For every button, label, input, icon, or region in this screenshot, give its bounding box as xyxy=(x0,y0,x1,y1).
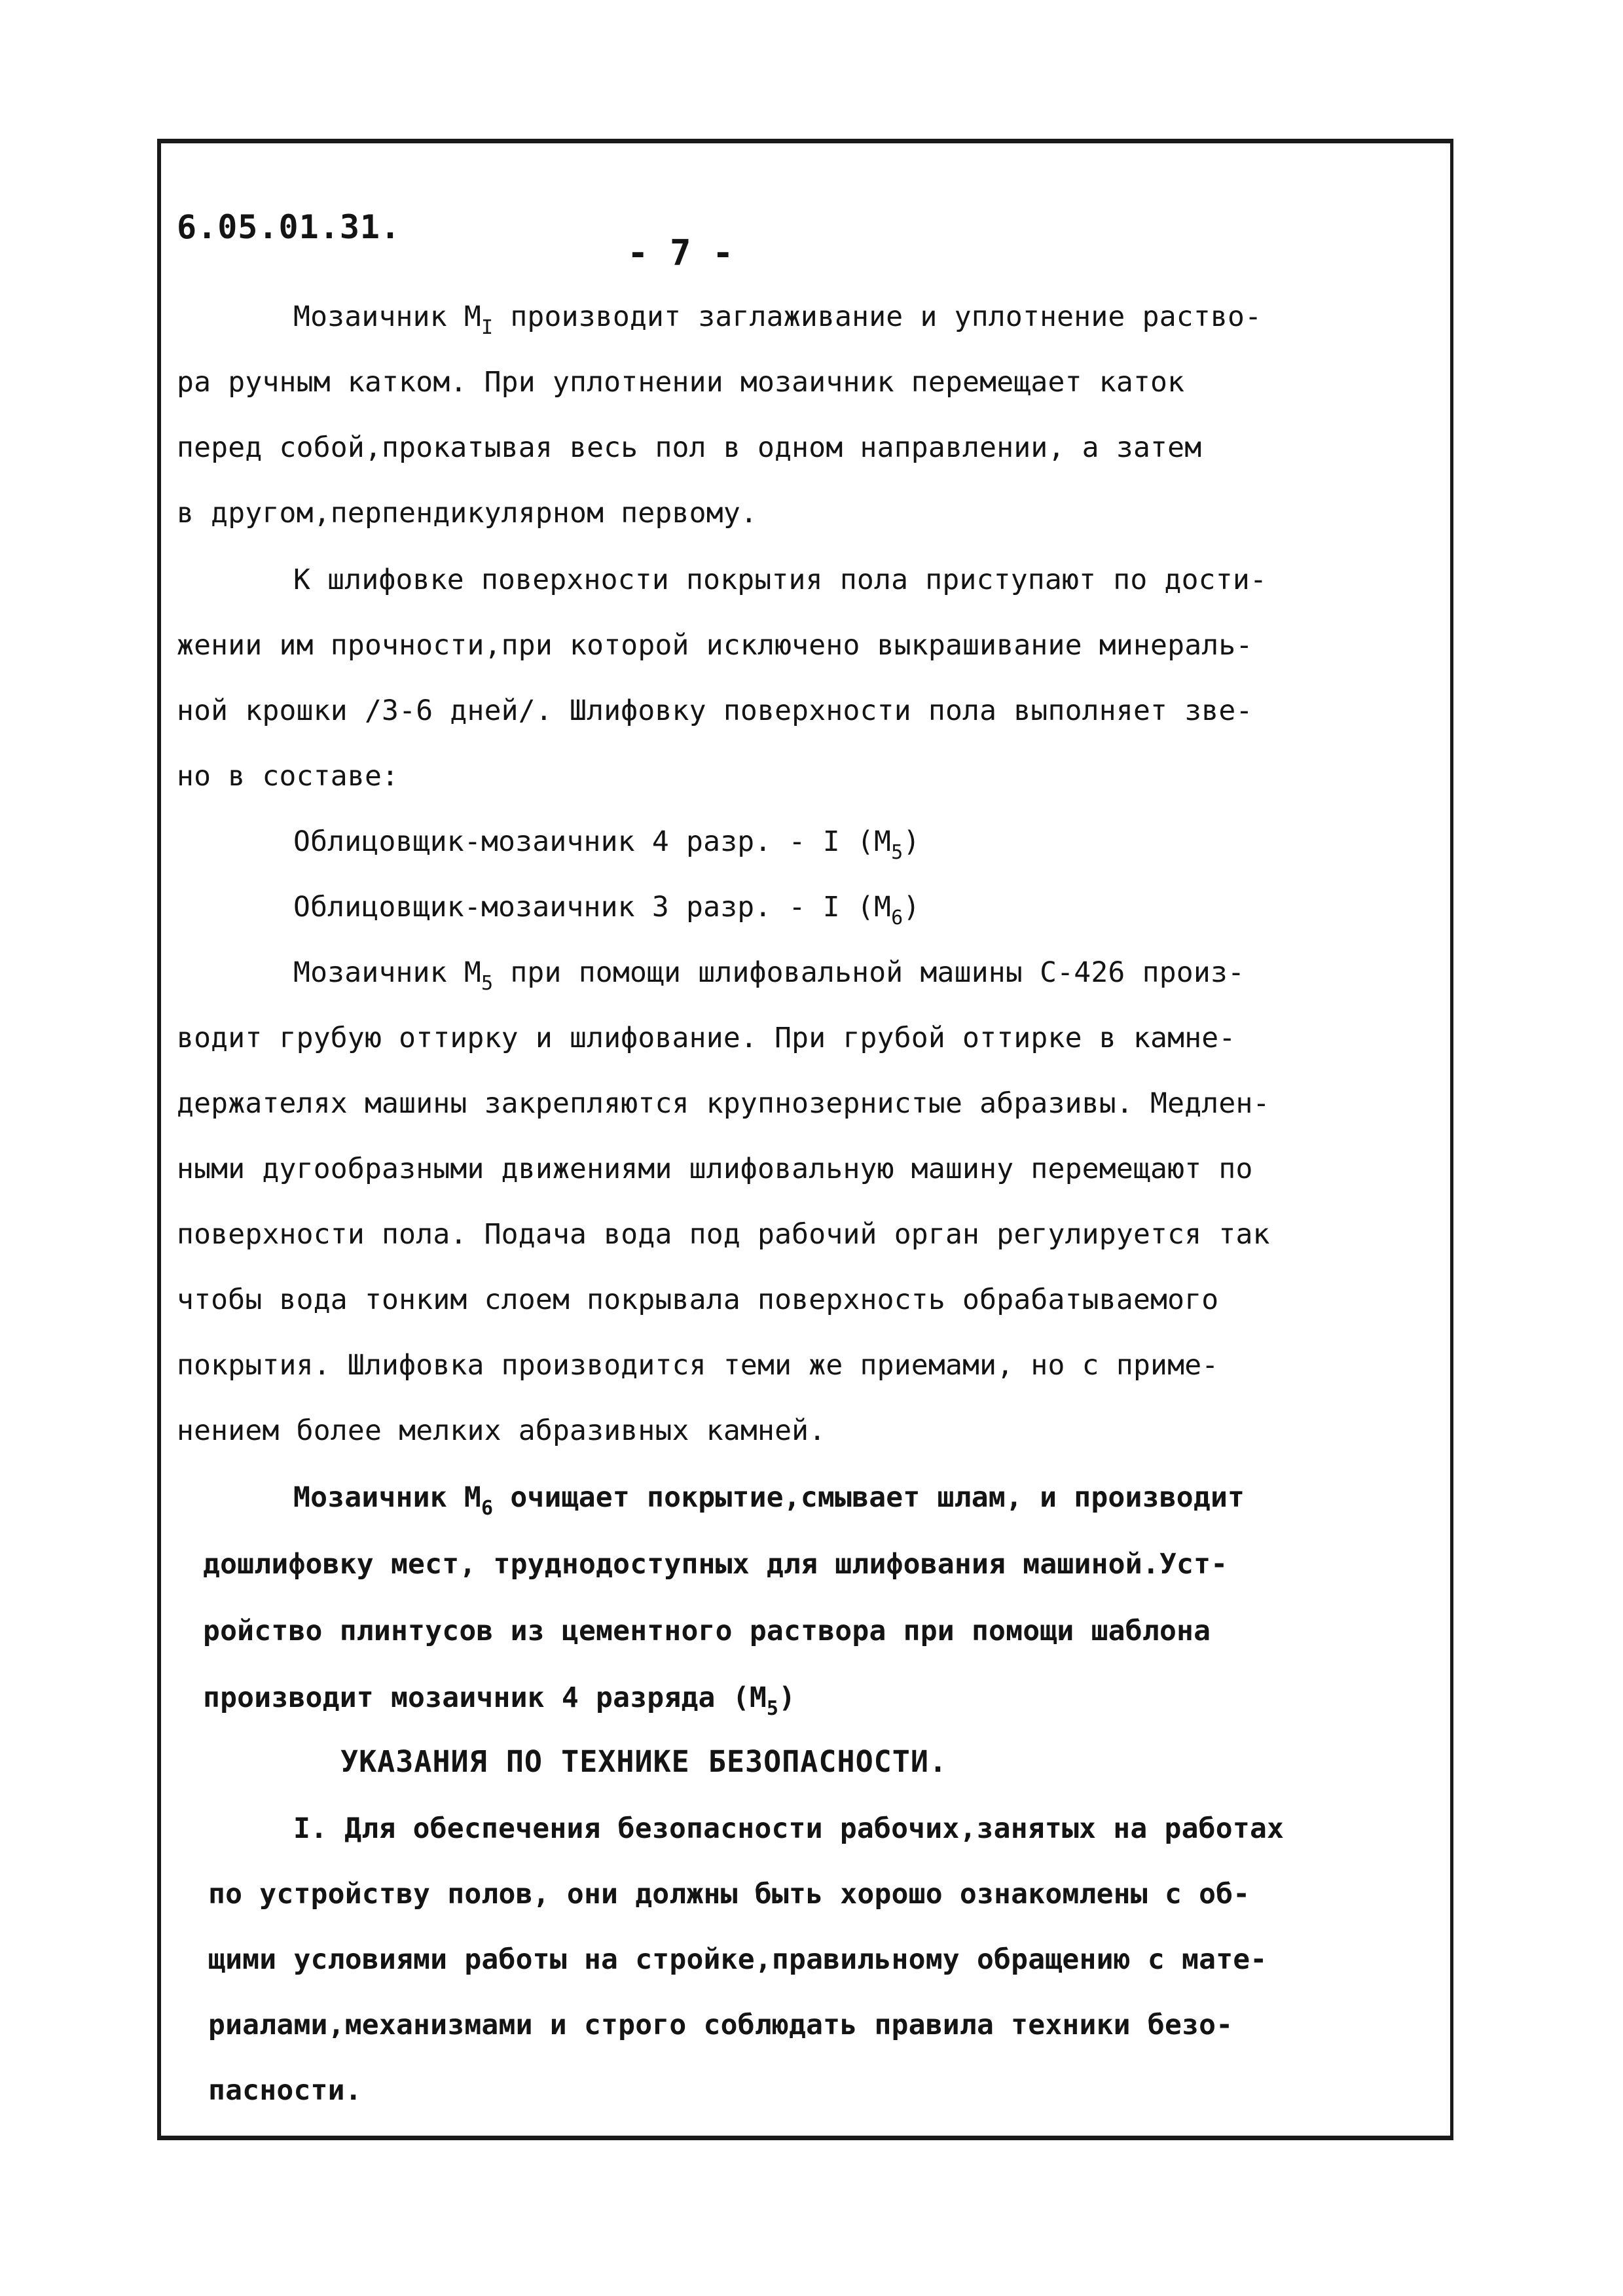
paragraph1-line2: ра ручным катком. При уплотнении мозаичник перемещает каток xyxy=(177,366,1185,399)
paragraph3-line2: водит грубую оттирку и шлифование. При грубой оттирке в камне- xyxy=(177,1022,1236,1054)
paragraph4-line3: ройство плинтусов из цементного раствора при помощи шаблона xyxy=(203,1615,1211,1647)
paragraph3-line7: покрытия. Шлифовка производится теми же приемами, но с приме- xyxy=(177,1349,1219,1382)
safety-line5: пасности. xyxy=(208,2074,362,2107)
paragraph3-line8: нением более мелких абразивных камней. xyxy=(177,1414,826,1447)
safety-heading: УКАЗАНИЯ ПО ТЕХНИКЕ БЕЗОПАСНОСТИ. xyxy=(340,1744,948,1779)
paragraph4-line1: Мозаичник $М_6$ очищает покрытие,смывает шлам, и производит xyxy=(293,1481,1245,1520)
safety-line4: риалами,механизмами и строго соблюдать правила техники безо- xyxy=(208,2009,1233,2041)
document-code: 6.05.01.31. xyxy=(177,208,401,246)
paragraph2-line1: К шлифовке поверхности покрытия пола приступают по дости- xyxy=(293,564,1267,596)
paragraph1-line3: перед собой,прокатывая весь пол в одном направлении, а затем xyxy=(177,431,1202,464)
paragraph4-line2: дошлифовку мест, труднодоступных для шлифования машиной.Уст- xyxy=(203,1548,1228,1581)
paragraph2-line4: но в составе: xyxy=(177,760,399,793)
paragraph3-line5: поверхности пола. Подача вода под рабочий орган регулируется так xyxy=(177,1218,1270,1251)
crew-item-m6: Облицовщик-мозаичник 3 разр. - I $(М_6)$ xyxy=(293,891,921,929)
paragraph2-line2: жении им прочности,при которой исключено выкрашивание минераль- xyxy=(177,629,1253,662)
paragraph3-line6: чтобы вода тонким слоем покрывала поверхность обрабатываемого xyxy=(177,1283,1219,1316)
paragraph4-line4: производит мозаичник 4 разряда $(М_5)$ xyxy=(203,1681,796,1720)
paragraph1-line4: в другом,перпендикулярном первому. xyxy=(177,497,757,529)
safety-line3: щими условиями работы на стройке,правильному обращению с мате- xyxy=(208,1943,1267,1976)
paragraph2-line3: ной крошки /3-6 дней/. Шлифовку поверхности пола выполняет зве- xyxy=(177,694,1253,727)
paragraph3-line1: Мозаичник $М_5$ при помощи шлифовальной машины С-426 произ- xyxy=(293,956,1245,995)
paragraph3-line4: ными дугообразными движениями шлифовальную машину перемещают по xyxy=(177,1153,1253,1185)
safety-line2: по устройству полов, они должны быть хорошо ознакомлены с об- xyxy=(208,1878,1250,1910)
page-number: - 7 - xyxy=(627,232,734,274)
safety-line1: I. Для обеспечения безопасности рабочих,занятых на работах xyxy=(293,1812,1285,1845)
paragraph3-line3: держателях машины закрепляются крупнозернистые абразивы. Медлен- xyxy=(177,1087,1270,1120)
paragraph1-line1: Мозаичник $М_I$ производит заглаживание и уплотнение раство- xyxy=(293,300,1262,339)
crew-item-m5: Облицовщик-мозаичник 4 разр. - I $(М_5)$ xyxy=(293,825,921,864)
